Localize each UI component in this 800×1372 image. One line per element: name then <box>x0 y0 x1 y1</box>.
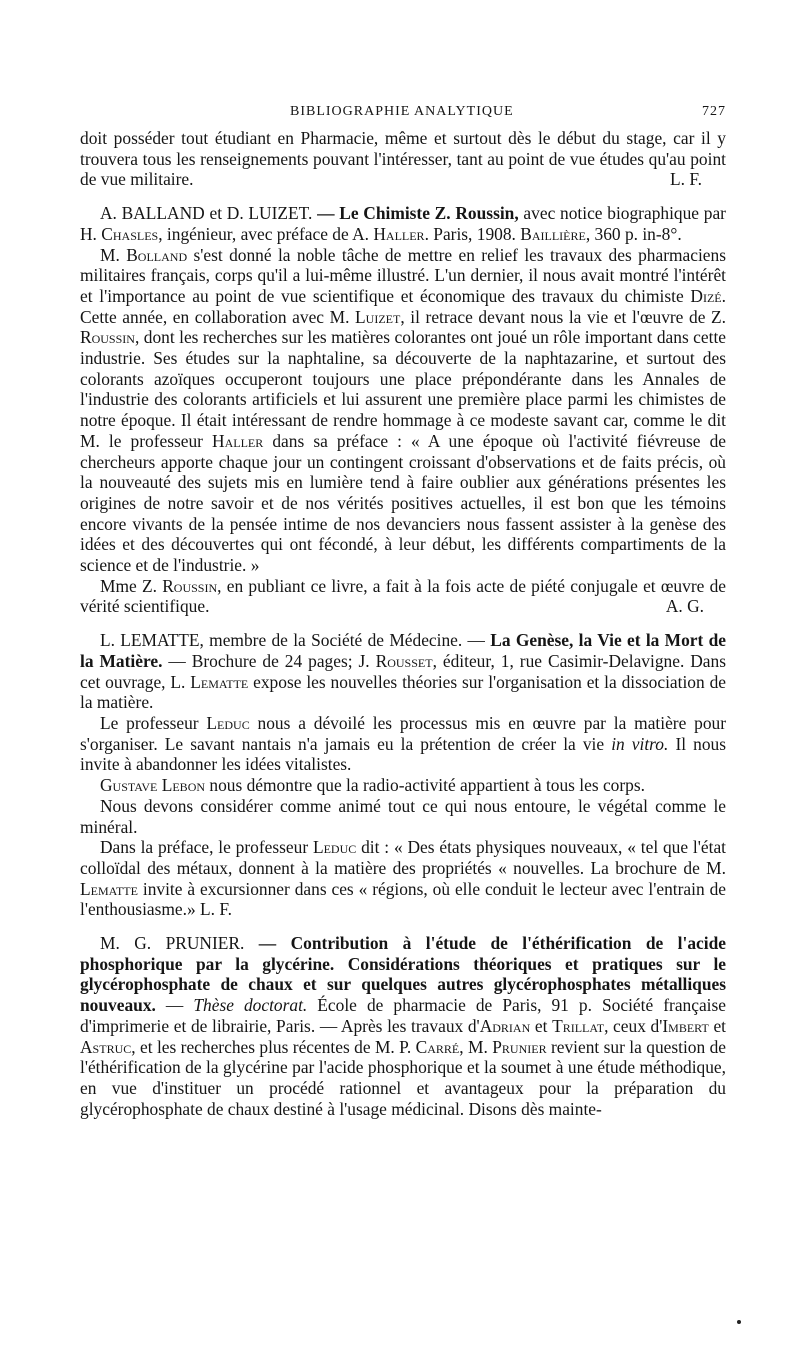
review-lematte-paragraph-3: Nous devons considérer comme animé tout ce qui nous entoure, le végétal comme le minéral. <box>80 795 726 837</box>
review-lematte-citation: L. LEMATTE, membre de la Société de Médecine. — La Genèse, la Vie et la Mort de la Matière. — Brochure de 24 pages; J. Rousset, éditeur, 1, rue Casimir-Delavigne. Dans cet ouvrage, L. Lematte expose les nouvelles théories sur l'organisation et la dissociation de la matière. <box>80 630 726 713</box>
review-lematte-paragraph-2: Gustave Lebon nous démontre que la radio-activité appartient à tous les corps. <box>100 775 645 796</box>
review-balland-citation: A. BALLAND et D. LUIZET. — Le Chimiste Z. Roussin, avec notice biographique par H. Chasles, ingénieur, avec préface de A. Haller. Paris, 1908. Baillière, 360 p. in-8°. <box>80 203 726 244</box>
review-lematte-signature: L. F. <box>200 899 232 920</box>
page-number: 727 <box>702 104 726 119</box>
page-body <box>80 128 726 1119</box>
review-lematte-paragraph-4: Dans la préface, le professeur Leduc dit : « Des états physiques nouveaux, « tel que l'état colloïdal des métaux, donnent à la matière des propriétés « nouvelles. La brochure de M. Lematte invite à excursionner dans ces « régions, où elle conduit le lecteur avec l'entrain de l'enthousiasme.» L. F. <box>80 837 726 920</box>
intro-signature: L. F. <box>670 169 702 190</box>
review-lematte-title: La Genèse, la Vie et la Mort de la Matière. <box>80 630 726 671</box>
review-balland-paragraph: M. Bolland s'est donné la noble tâche de mettre en relief les travaux des pharmaciens militaires français, corps qu'il a lui-même illustré. L'un dernier, il nous avait montré l'intérêt et l'importance au point de vue scientifique et économique des travaux du chimiste Dizé. Cette année, en collaboration avec M. Luizet, il retrace devant nous la vie et l'œuvre de Z. Roussin, dont les recherches sur les matières colorantes ont joué un rôle important dans cette industrie. Ses études sur la naphtaline, sa découverte de la naphtazarine, et surtout des colorants azoïques occuperont toujours une place prépondérante dans les Annales de l'industrie des colorants artificiels et lui assurent une première place parmi les chimistes de notre époque. Il était intéressant de rendre hommage à ce modeste savant car, comme le dit M. le professeur Haller dans sa préface : « A une époque où l'activité fiévreuse de chercheurs apporte chaque jour un contingent croissant d'observations et de faits précis, où la nouveauté des sujets mis en lumière tend à faire oublier aux générations présentes les origines de notre savoir et de nos vérités positives actuelles, il est bon que les témoins encore vivants de la pensée intime de nos devanciers nous fassent assister à la genèse des idées et des découvertes qui ont fécondé, à leur début, les différents compartiments de la science et de l'industrie. » <box>80 244 726 576</box>
running-title: BIBLIOGRAPHIE ANALYTIQUE <box>290 104 514 119</box>
review-lematte-author: L. LEMATTE, <box>100 630 204 651</box>
intro-paragraph: doit posséder tout étudiant en Pharmacie, même et surtout dès le début du stage, car il y trouvera tous les renseignements pouvant l'intéresser, tant au point de vue études qu'au point de vue militaire. L. F. <box>80 128 726 190</box>
review-prunier-title: — Contribution à l'étude de l'éthérification de l'acide phosphorique par la glycérine. Considérations théoriques et pratiques sur le glycérophosphate de chaux et sur quelques autres glycérophosphates métalliques nouveaux. <box>80 933 726 1016</box>
review-balland-title: — Le Chimiste Z. Roussin, <box>317 203 519 224</box>
review-prunier-author: M. G. PRUNIER. <box>100 933 245 954</box>
review-prunier-paragraph: M. G. PRUNIER. — Contribution à l'étude de l'éthérification de l'acide phosphorique par la glycérine. Considérations théoriques et pratiques sur le glycérophosphate de chaux et sur quelques autres glycérophosphates métalliques nouveaux. — Thèse doctorat. École de pharmacie de Paris, 91 p. Société française d'imprimerie et de librairie, Paris. — Après les travaux d'Adrian et Trillat, ceux d'Imbert et Astruc, et les recherches plus récentes de M. P. Carré, M. Prunier revient sur la question de l'éthérification de la glycérine par l'acide phosphorique et la soumet à une étude méthodique, en vue d'instituer un procédé rationnel et avantageux pour la préparation du glycérophosphate de chaux destiné à l'usage médicinal. Disons dès mainte- <box>80 933 727 1119</box>
ink-speck <box>737 1320 741 1324</box>
review-balland-authors: A. BALLAND et D. LUIZET. <box>100 203 313 224</box>
review-balland-conclusion: Mme Z. Roussin, en publiant ce livre, a fait à la fois acte de piété conjugale et œuvre de vérité scientifique. A. G. <box>80 575 726 617</box>
review-balland-signature: A. G. <box>665 596 704 617</box>
review-lematte-paragraph-1: Le professeur Leduc nous a dévoilé les processus mis en œuvre par la matière pour s'organiser. Le savant nantais n'a jamais eu la prétention de créer la vie in vitro. Il nous invite à abandonner les idées vitalistes. <box>80 712 727 775</box>
running-header <box>80 104 726 128</box>
